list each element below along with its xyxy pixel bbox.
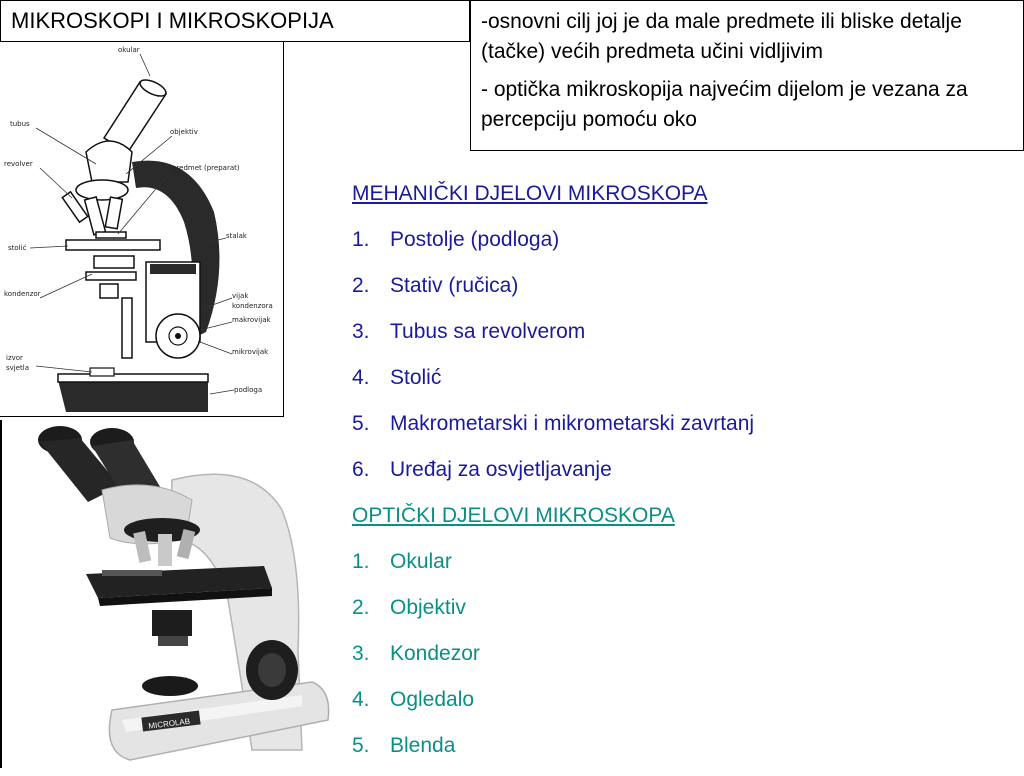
- list-item: 6. Uređaj za osvjetljavanje: [352, 458, 612, 481]
- list-item: 5. Makrometarski i mikrometarski zavrtanj: [352, 412, 755, 435]
- list-item: 4. Ogledalo: [352, 688, 475, 711]
- microscope-line-drawing: [0, 42, 283, 416]
- label-stolic: stolić: [8, 244, 27, 252]
- list-item: 2. Stativ (ručica): [352, 274, 519, 297]
- list-item: 4. Stolić: [352, 366, 442, 389]
- optical-heading[interactable]: OPTIČKI DJELOVI MIKROSKOPA: [352, 504, 675, 527]
- label-objektiv: objektiv: [170, 128, 198, 136]
- list-item: 5. Blenda: [352, 734, 456, 757]
- list-item: 2. Objektiv: [352, 596, 466, 619]
- label-stalak: stalak: [226, 232, 247, 240]
- label-svjetla: svjetla: [6, 364, 30, 372]
- label-okular: okular: [118, 46, 140, 54]
- microscope-illustration: [2, 420, 340, 768]
- mechanical-heading[interactable]: MEHANIČKI DJELOVI MIKROSKOPA: [352, 182, 708, 205]
- label-predmet: predmet (preparat): [172, 164, 240, 172]
- parts-list: [352, 178, 1012, 776]
- label-makrovijak: makrovijak: [232, 316, 271, 324]
- optical-list: [352, 546, 1012, 762]
- label-podloga: podloga: [234, 386, 263, 394]
- list-item: 3. Tubus sa revolverom: [352, 320, 586, 343]
- label-tubus: tubus: [10, 120, 30, 128]
- label-kondenzora: kondenzora: [232, 302, 273, 310]
- label-revolver: revolver: [4, 160, 33, 168]
- notes-box: [470, 0, 1024, 151]
- list-item: 1. Postolje (podloga): [352, 228, 560, 251]
- label-kondenzor: kondenzor: [4, 290, 41, 298]
- slide-title: MIKROSKOPI I MIKROSKOPIJA: [0, 0, 470, 42]
- label-vijak: vijak: [232, 292, 249, 300]
- mechanical-list: [352, 224, 1012, 486]
- label-izvor: izvor: [6, 354, 23, 362]
- microscope-diagram: [0, 42, 284, 417]
- brand-label: MICROLAB: [147, 716, 191, 731]
- note-1: -osnovni cilj joj je da male predmete ili bliske detalje (tačke) većih predmeta učini vidljivim: [481, 10, 962, 63]
- label-mikrovijak: mikrovijak: [232, 348, 269, 356]
- list-item: 1. Okular: [352, 550, 452, 573]
- microscope-photo: [0, 420, 340, 768]
- list-item: 3. Kondezor: [352, 642, 480, 665]
- note-2: - optička mikroskopija najvećim dijelom je vezana za percepciju pomoću oko: [481, 78, 968, 131]
